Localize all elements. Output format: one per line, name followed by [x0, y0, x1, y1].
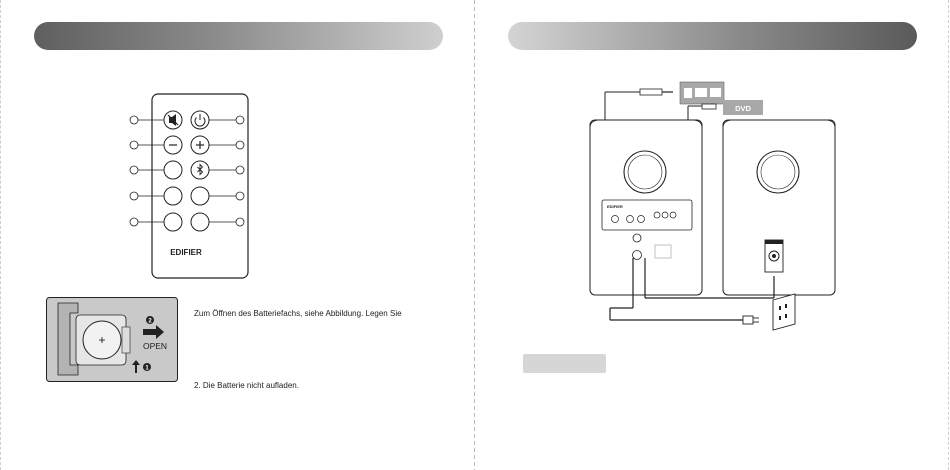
speaker-wiring-diagram	[585, 80, 845, 340]
remote-brand-label: EDIFIER	[170, 248, 202, 257]
left-woofer	[624, 151, 666, 193]
svg-text:1: 1	[145, 365, 149, 372]
input-button-d	[164, 213, 182, 231]
left-header-bar	[34, 22, 443, 50]
battery-plus-sign: +	[98, 333, 106, 347]
wall-outlet-icon	[773, 294, 795, 330]
input-button-c	[191, 187, 209, 205]
right-header-bar	[508, 22, 917, 50]
remote-control-diagram	[126, 92, 276, 282]
power-plug	[743, 316, 753, 324]
volume-knob	[633, 234, 641, 242]
open-label: OPEN	[142, 341, 168, 351]
input-button-b	[164, 187, 182, 205]
left-page	[0, 0, 474, 470]
battery-compartment-diagram	[46, 297, 178, 382]
right-woofer	[757, 151, 799, 193]
input-button-a	[164, 161, 182, 179]
right-page	[475, 0, 949, 470]
dvd-label: DVD	[735, 104, 751, 113]
source-devices-icon	[680, 82, 724, 104]
panel-brand-label: EDIFIER	[607, 204, 623, 209]
battery-warning-text: 2. Die Batterie nicht aufladen.	[194, 381, 299, 390]
note-label-box	[523, 354, 606, 373]
battery-instruction-text: Zum Öffnen des Batteriefachs, siehe Abbildung. Legen Sie	[194, 309, 402, 318]
svg-text:2: 2	[148, 318, 152, 325]
input-button-e	[191, 213, 209, 231]
